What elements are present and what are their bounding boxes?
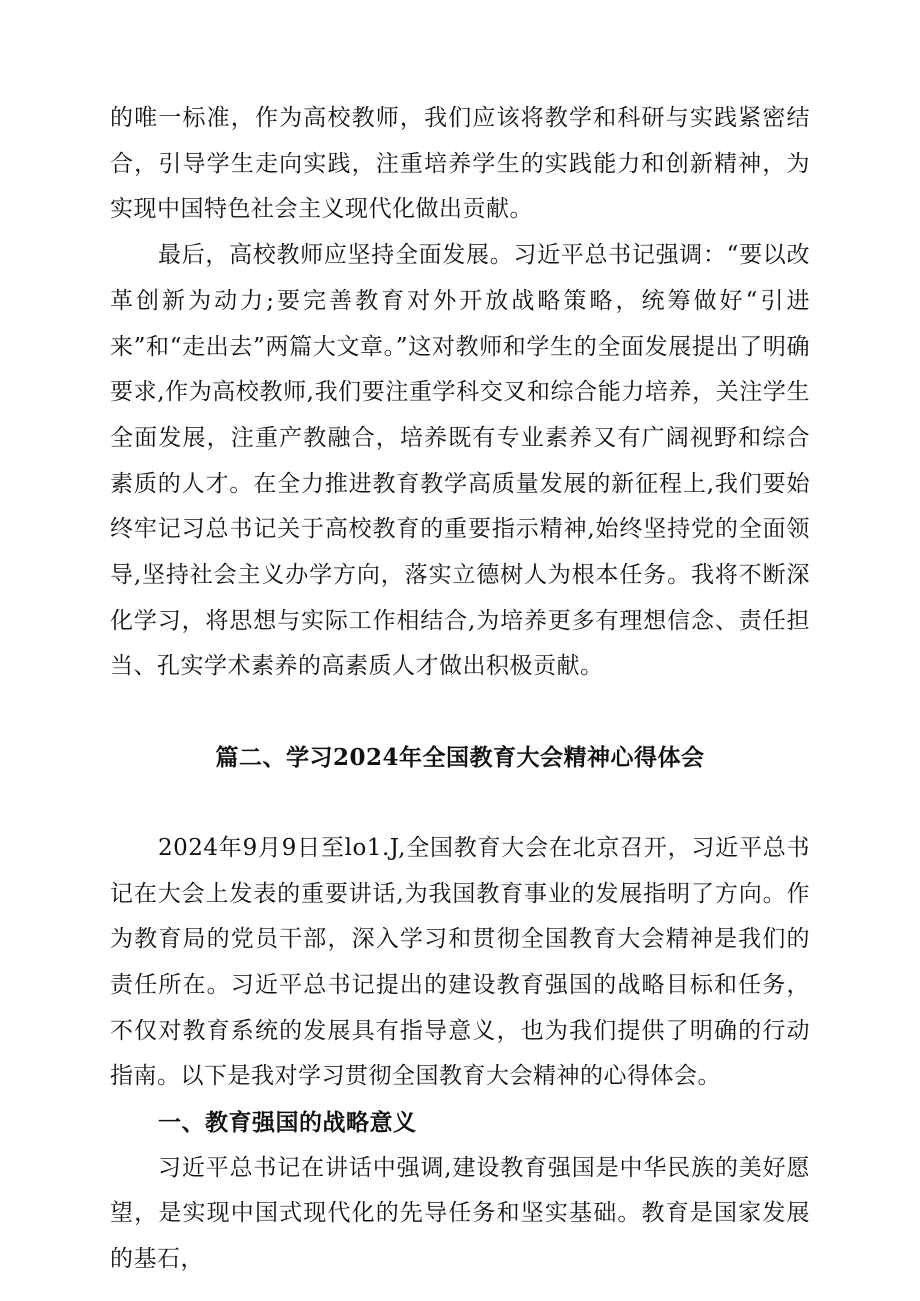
section-title: 篇二、学习2024年全国教育大会精神心得体会 [215, 744, 705, 772]
paragraph-comprehensive-development: 最后，高校教师应坚持全面发展。习近平总书记强调：“要以改革创新为动力;要完善教育对外开放战略策略，统筹做好“引进来”和“走出去”两篇大文章。”这对教师和学生的全面发展提出了明确要求,作为高校教师,我们要注重学科交叉和综合能力培养，关注学生全面发展，注重产教融合，培养既有专业素养又有广阔视野和综合素质的人才。在全力推进教育教学高质量发展的新征程上,我们要始终牢记习总书记关于高校教育的重要指示精神,始终坚持党的全面领导,坚持社会主义办学方向，落实立德树人为根本任务。我将不断深化学习，将思想与实际工作相结合,为培养更多有理想信念、责任担当、孔实学术素养的高素质人才做出积极贡献。 [110, 242, 810, 680]
paragraph-strategic-significance: 习近平总书记在讲话中强调,建设教育强国是中华民族的美好愿望，是实现中国式现代化的先导任务和坚实基础。教育是国家发展的基石， [110, 1154, 810, 1273]
document-page [110, 96, 810, 1283]
subheading-strategic-significance: 一、教育强国的战略意义 [158, 1109, 417, 1137]
paragraph-intro: 2024年9月9日至lo1.J,全国教育大会在北京召开，习近平总书记在大会上发表的重要讲话,为我国教育事业的发展指明了方向。作为教育局的党员干部，深入学习和贯彻全国教育大会精神是我们的责任所在。习近平总书记提出的建设教育强国的战略目标和任务，不仅对教育系统的发展具有指导意义，也为我们提供了明确的行动指南。以下是我对学习贯彻全国教育大会精神的心得体会。 [110, 834, 810, 1090]
paragraph-continuation: 的唯一标准，作为高校教师，我们应该将教学和科研与实践紧密结合，引导学生走向实践，注重培养学生的实践能力和创新精神，为实现中国特色社会主义现代化做出贡献。 [110, 105, 810, 223]
